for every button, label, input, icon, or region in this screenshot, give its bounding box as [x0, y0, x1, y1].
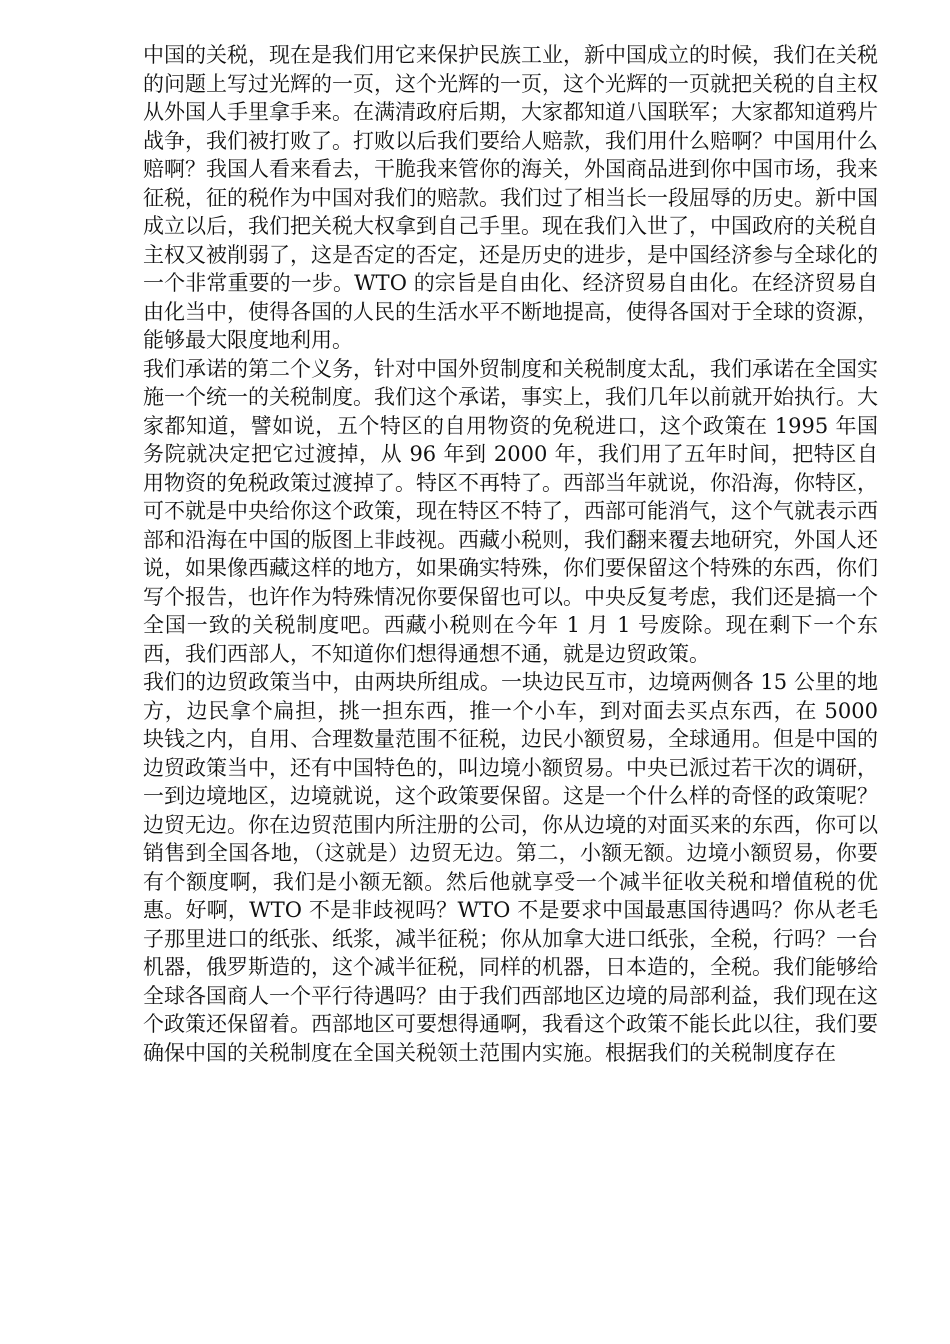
- document-page: [143, 41, 878, 1067]
- body-paragraph-1: 中国的关税，现在是我们用它来保护民族工业，新中国成立的时候，我们在关税的问题上写过光辉的一页，这个光辉的一页，这个光辉的一页就把关税的自主权从外国人手里拿手来。在满清政府后期，大家都知道八国联军；大家都知道鸦片战争，我们被打败了。打败以后我们要给人赔款，我们用什么赔啊？中国用什么赔啊？我国人看来看去，干脆我来管你的海关，外国商品进到你中国市场，我来征税，征的税作为中国对我们的赔款。我们过了相当长一段屈辱的历史。新中国成立以后，我们把关税大权拿到自己手里。现在我们入世了，中国政府的关税自主权又被削弱了，这是否定的否定，还是历史的进步，是中国经济参与全球化的一个非常重要的一步。WTO 的宗旨是自由化、经济贸易自由化。在经济贸易自由化当中，使得各国的人民的生活水平不断地提高，使得各国对于全球的资源，能够最大限度地利用。: [143, 43, 878, 352]
- body-paragraph-2: 我们承诺的第二个义务，针对中国外贸制度和关税制度太乱，我们承诺在全国实施一个统一的关税制度。我们这个承诺，事实上，我们几年以前就开始执行。大家都知道，譬如说，五个特区的自用物资的免税进口，这个政策在 1995 年国务院就决定把它过渡掉，从 96 年到 2000 年，我们用了五年时间，把特区自用物资的免税政策过渡掉了。特区不再特了。西部当年就说，你沿海，你特区，可不就是中央给你这个政策，现在特区不特了，西部可能消气，这个气就表示西部和沿海在中国的版图上非歧视。西藏小税则，我们翻来覆去地研究，外国人还说，如果像西藏这样的地方，如果确实特殊，你们要保留这个特殊的东西，你们写个报告，也许作为特殊情况你要保留也可以。中央反复考虑，我们还是搞一个全国一致的关税制度吧。西藏小税则在今年 1 月 1 号废除。现在剩下一个东西，我们西部人，不知道你们想得通想不通，就是边贸政策。: [143, 356, 878, 666]
- body-paragraph-3: 我们的边贸政策当中，由两块所组成。一块边民互市，边境两侧各 15 公里的地方，边民拿个扁担，挑一担东西，推一个小车，到对面去买点东西，在 5000 块钱之内，自用、合理数量范围不征税，边民小额贸易，全球通用。但是中国的边贸政策当中，还有中国特色的，叫边境小额贸易。中央已派过若干次的调研，一到边境地区，边境就说，这个政策要保留。这是一个什么样的奇怪的政策呢？边贸无边。你在边贸范围内所注册的公司，你从边境的对面买来的东西，你可以销售到全国各地，（这就是）边贸无边。第二，小额无额。边境小额贸易，你要有个额度啊，我们是小额无额。然后他就享受一个减半征收关税和增值税的优惠。好啊，WTO 不是非歧视吗？WTO 不是要求中国最惠国待遇吗？你从老毛子那里进口的纸张、纸浆，减半征税；你从加拿大进口纸张，全税，行吗？一台机器，俄罗斯造的，这个减半征税，同样的机器，日本造的，全税。我们能够给全球各国商人一个平行待遇吗？由于我们西部地区边境的局部利益，我们现在这个政策还保留着。西部地区可要想得通啊，我看这个政策不能长此以往，我们要确保中国的关税制度在全国关税领土范围内实施。根据我们的关税制度存在: [143, 670, 878, 1065]
